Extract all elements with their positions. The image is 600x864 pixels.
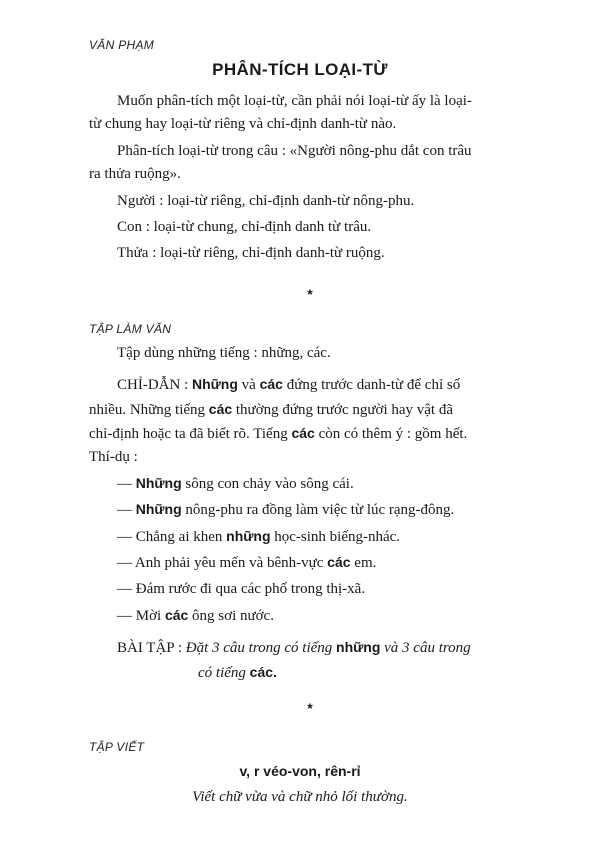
text-span: — Chẳng ai khen xyxy=(117,529,227,545)
bold-word: Những xyxy=(135,501,182,517)
example-line xyxy=(117,553,376,572)
exercise-label: BÀI TẬP : xyxy=(117,640,186,656)
example-line: — Đám rước đi qua các phố trong thị-xã. xyxy=(117,581,366,597)
writing-letters: v, r véo-von, rên-rỉ xyxy=(239,763,361,779)
text-span: sông con chảy vào sông cái. xyxy=(181,476,354,492)
bold-word: những xyxy=(226,528,271,544)
bold-word: các xyxy=(208,401,233,417)
bold-word: Những xyxy=(192,376,238,392)
guide-line xyxy=(89,400,453,419)
text-span: — Mời xyxy=(117,608,165,624)
text-span: chỉ-định hoặc ta đã biết rõ. Tiếng xyxy=(89,426,292,442)
section-separator: * xyxy=(307,286,313,302)
text-span: — Anh phải yêu mến và bênh-vực xyxy=(117,555,328,571)
text-span: có tiếng xyxy=(198,665,250,681)
text-span: đứng trước danh-từ để chỉ số xyxy=(282,377,461,393)
exercise-line xyxy=(117,638,471,657)
grammar-paragraph-line: từ chung hay loại-từ riêng và chỉ-định danh-từ nào. xyxy=(89,116,397,132)
bold-word: những xyxy=(336,639,381,655)
composition-intro: Tập dùng những tiếng : những, các. xyxy=(117,345,331,361)
example-line xyxy=(117,606,274,625)
text-span: — xyxy=(117,502,136,518)
text-span: em. xyxy=(350,555,377,571)
example-line xyxy=(117,500,454,519)
text-span: Đặt 3 câu trong có tiếng xyxy=(185,640,337,656)
writing-instruction: Viết chữ vừa và chữ nhỏ lối thường. xyxy=(192,789,408,805)
bold-word: các xyxy=(164,607,189,623)
example-line xyxy=(117,474,354,493)
grammar-paragraph-line: Muốn phân-tích một loại-từ, cần phải nói loại-từ ấy là loại- xyxy=(117,93,472,109)
guide-label: CHỈ-DẪN : xyxy=(117,377,192,393)
section-separator: * xyxy=(307,700,313,716)
exercise-line xyxy=(198,663,277,682)
text-span: học-sinh biếng-nhác. xyxy=(270,529,401,545)
example-line xyxy=(117,527,400,546)
example-label: Thí-dụ : xyxy=(89,449,138,465)
text-span: ông sơi nước. xyxy=(188,608,274,624)
analysis-line: Con : loại-từ chung, chỉ-định danh từ trâu. xyxy=(117,219,372,235)
analysis-line: Thửa : loại-từ riêng, chỉ-định danh-từ ruộng. xyxy=(117,245,385,261)
text-span: nông-phu ra đồng làm việc từ lúc rạng-đông. xyxy=(181,502,455,518)
bold-word: các xyxy=(327,554,351,570)
section-label-tap-lam-van: TẬP LÀM VĂN xyxy=(89,322,172,336)
bold-word: các xyxy=(249,664,274,680)
text-span: và xyxy=(237,377,260,393)
text-span: — xyxy=(117,476,136,492)
bold-word: các xyxy=(259,376,283,392)
guide-line xyxy=(117,375,460,394)
lesson-title: PHÂN-TÍCH LOẠI-TỪ xyxy=(212,60,388,79)
text-span: và 3 câu trong xyxy=(380,640,471,656)
text-span: . xyxy=(273,664,277,680)
text-span: còn có thêm ý : gồm hết. xyxy=(314,426,468,442)
bold-word: Những xyxy=(135,475,182,491)
text-span: thường đứng trước người hay vật đã xyxy=(232,402,454,418)
text-span: nhiều. Những tiếng xyxy=(89,402,209,418)
section-label-tap-viet: TẬP VIẾT xyxy=(89,740,145,754)
grammar-paragraph-line: ra thửa ruộng». xyxy=(89,166,181,182)
section-label-van-pham: VĂN PHẠM xyxy=(89,38,155,52)
grammar-paragraph-line: Phân-tích loại-từ trong câu : «Người nông-phu dắt con trâu xyxy=(117,143,472,159)
guide-line xyxy=(89,424,467,443)
bold-word: các xyxy=(291,425,315,441)
analysis-line: Người : loại-từ riêng, chỉ-định danh-từ nông-phu. xyxy=(117,193,415,209)
